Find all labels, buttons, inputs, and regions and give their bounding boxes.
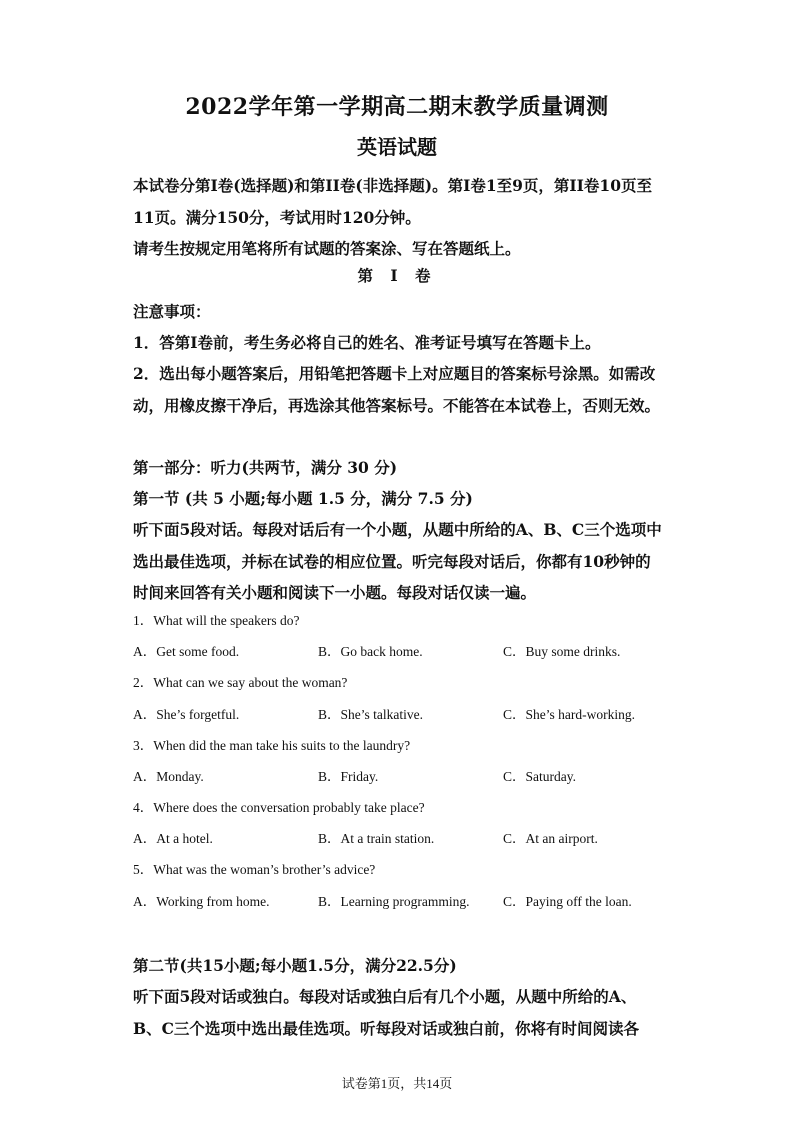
question-stem: 3．When did the man take his suits to the laundry? — [133, 738, 411, 753]
section1-instructions: 听下面5段对话。每段对话后有一个小题，从题中所给的A、B、C三个选项中选出最佳选项，并标在试卷的相应位置。听完每段对话后，你都有10秒钟的时间来回答有关小题和阅读下一小题。每段对话仅读一遍。 — [133, 520, 662, 602]
option-c: C．At an airport. — [503, 831, 598, 846]
exam-subtitle: 英语试题 — [357, 135, 437, 159]
question-stem: 1．What will the speakers do? — [133, 613, 300, 628]
part1-heading: 第一部分：听力(共两节，满分 30 分) — [133, 458, 398, 477]
exam-title: 2022学年第一学期高二期末教学质量调测 — [185, 94, 609, 120]
option-b: B．Friday. — [318, 769, 379, 784]
option-c: C．She’s hard-working. — [503, 707, 635, 722]
option-b: B．Go back home. — [318, 644, 423, 659]
page-footer: 试卷第1页，共14页 — [341, 1076, 453, 1091]
section2-heading: 第二节(共15小题;每小题1.5分，满分22.5分) — [133, 956, 457, 975]
intro-paragraph: 本试卷分第I卷(选择题)和第II卷(非选择题)。第I卷1至9页，第II卷10页至11页。满分150分，考试用时120分钟。 — [133, 176, 652, 227]
option-a: A．At a hotel. — [133, 831, 213, 846]
section2-instructions: 听下面5段对话或独白。每段对话或独白后有几个小题，从题中所给的A、B、C三个选项中选出最佳选项。听每段对话或独白前，你将有时间阅读各 — [133, 987, 639, 1038]
question-stem: 4．Where does the conversation probably take place? — [133, 800, 425, 815]
option-c: C．Paying off the loan. — [503, 894, 632, 909]
option-b: B．She’s talkative. — [318, 707, 423, 722]
notice-heading: 注意事项： — [133, 302, 211, 321]
question-stem: 5．What was the woman’s brother’s advice? — [133, 862, 376, 877]
option-c: C．Saturday. — [503, 769, 576, 784]
notice-item-2: 2．选出每小题答案后，用铅笔把答题卡上对应题目的答案标号涂黑。如需改动，用橡皮擦干净后，再选涂其他答案标号。不能答在本试卷上，否则无效。 — [133, 364, 661, 415]
option-b: B．At a train station. — [318, 831, 435, 846]
answer-requirement: 请考生按规定用笔将所有试题的答案涂、写在答题纸上。 — [133, 239, 521, 258]
option-a: A．She’s forgetful. — [133, 707, 240, 722]
option-a: A．Working from home. — [133, 894, 270, 909]
option-a: A．Get some food. — [133, 644, 240, 659]
volume-label: 第 I 卷 — [357, 266, 437, 285]
question-stem: 2．What can we say about the woman? — [133, 675, 348, 690]
notice-item-1: 1．答第I卷前，考生务必将自己的姓名、准考证号填写在答题卡上。 — [133, 333, 601, 352]
option-a: A．Monday. — [133, 769, 204, 784]
option-c: C．Buy some drinks. — [503, 644, 621, 659]
section1-heading: 第一节 (共 5 小题;每小题 1.5 分，满分 7.5 分) — [133, 489, 473, 508]
option-b: B．Learning programming. — [318, 894, 470, 909]
